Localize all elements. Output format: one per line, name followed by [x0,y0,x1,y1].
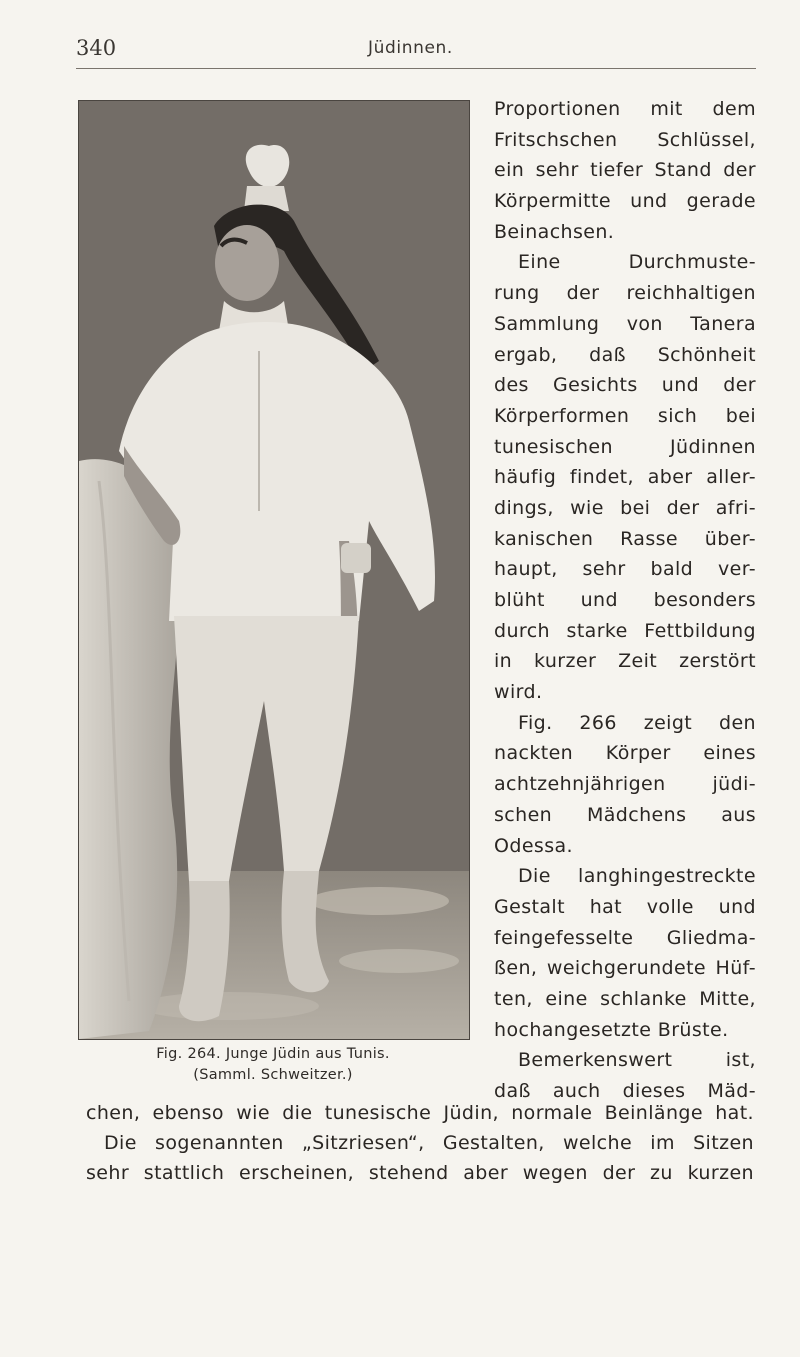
page-header [76,36,756,69]
text-line: Odessa. [494,834,573,857]
text-line: Eine Durchmuste- [518,251,756,274]
text-line: chen, ebenso wie die tunesische Jüdin, normale Beinlänge hat. [86,1102,754,1124]
text-line: haupt, sehr bald ver- [494,558,756,581]
figure-photograph [78,100,470,1040]
body-text-full-width [86,1098,754,1188]
text-line: dings, wie bei der afri- [494,496,756,519]
text-line: hochangesetzte Brüste. [494,1018,729,1041]
text-line: Die langhingestreckte [518,865,756,888]
text-line: des Gesichts und der [494,374,756,397]
text-line: schen Mädchens aus [494,803,756,826]
caption-line: Fig. 264. Junge Jüdin aus Tunis. [156,1046,390,1062]
text-line: Die sogenannten „Sitzriesen“, Gestalten, welche im Sitzen [104,1132,754,1154]
running-title: Jüdinnen. [368,38,453,58]
text-line: Gestalt hat volle und [494,895,756,918]
text-line: rung der reichhaltigen [494,282,756,305]
text-line: häufig findet, aber aller- [494,466,756,489]
body-text-column [494,94,756,1107]
text-line: in kurzer Zeit zerstört [494,650,756,673]
text-line: Sammlung von Tanera [494,312,756,335]
text-line: Beinachsen. [494,220,615,243]
text-line: Fritschschen Schlüssel, [494,128,756,151]
caption-line: (Samml. Schweitzer.) [193,1067,353,1083]
text-line: tunesischen Jüdinnen [494,435,756,458]
text-line: feingefesselte Gliedma- [494,926,756,949]
text-line: blüht und besonders [494,589,756,611]
text-line: nackten Körper eines [494,742,756,765]
text-line: Proportionen mit dem [494,98,756,120]
page-number: 340 [76,36,117,60]
text-line: kanischen Rasse über- [494,527,756,550]
text-line: durch starke Fettbildung [494,619,756,642]
text-line: ergab, daß Schönheit [494,343,756,366]
text-line: Fig. 266 zeigt den [518,711,756,734]
text-line: wird. [494,681,543,704]
text-line: sehr stattlich erscheinen, stehend aber wegen der zu kurzen [86,1162,754,1184]
text-line: ten, eine schlanke Mitte, [494,987,756,1010]
text-line: Bemerkenswert ist, [518,1049,756,1072]
text-line: Körperformen sich bei [494,404,756,427]
figure-caption [78,1044,468,1086]
text-line: daß auch dieses Mäd- [494,1080,756,1102]
text-line: ßen, weichgerundete Hüf- [494,957,756,980]
photo-portrait-icon [79,101,469,1039]
text-line: achtzehnjährigen jüdi- [494,773,756,796]
text-line: Körpermitte und gerade [494,190,756,213]
text-line: ein sehr tiefer Stand der [494,159,756,182]
